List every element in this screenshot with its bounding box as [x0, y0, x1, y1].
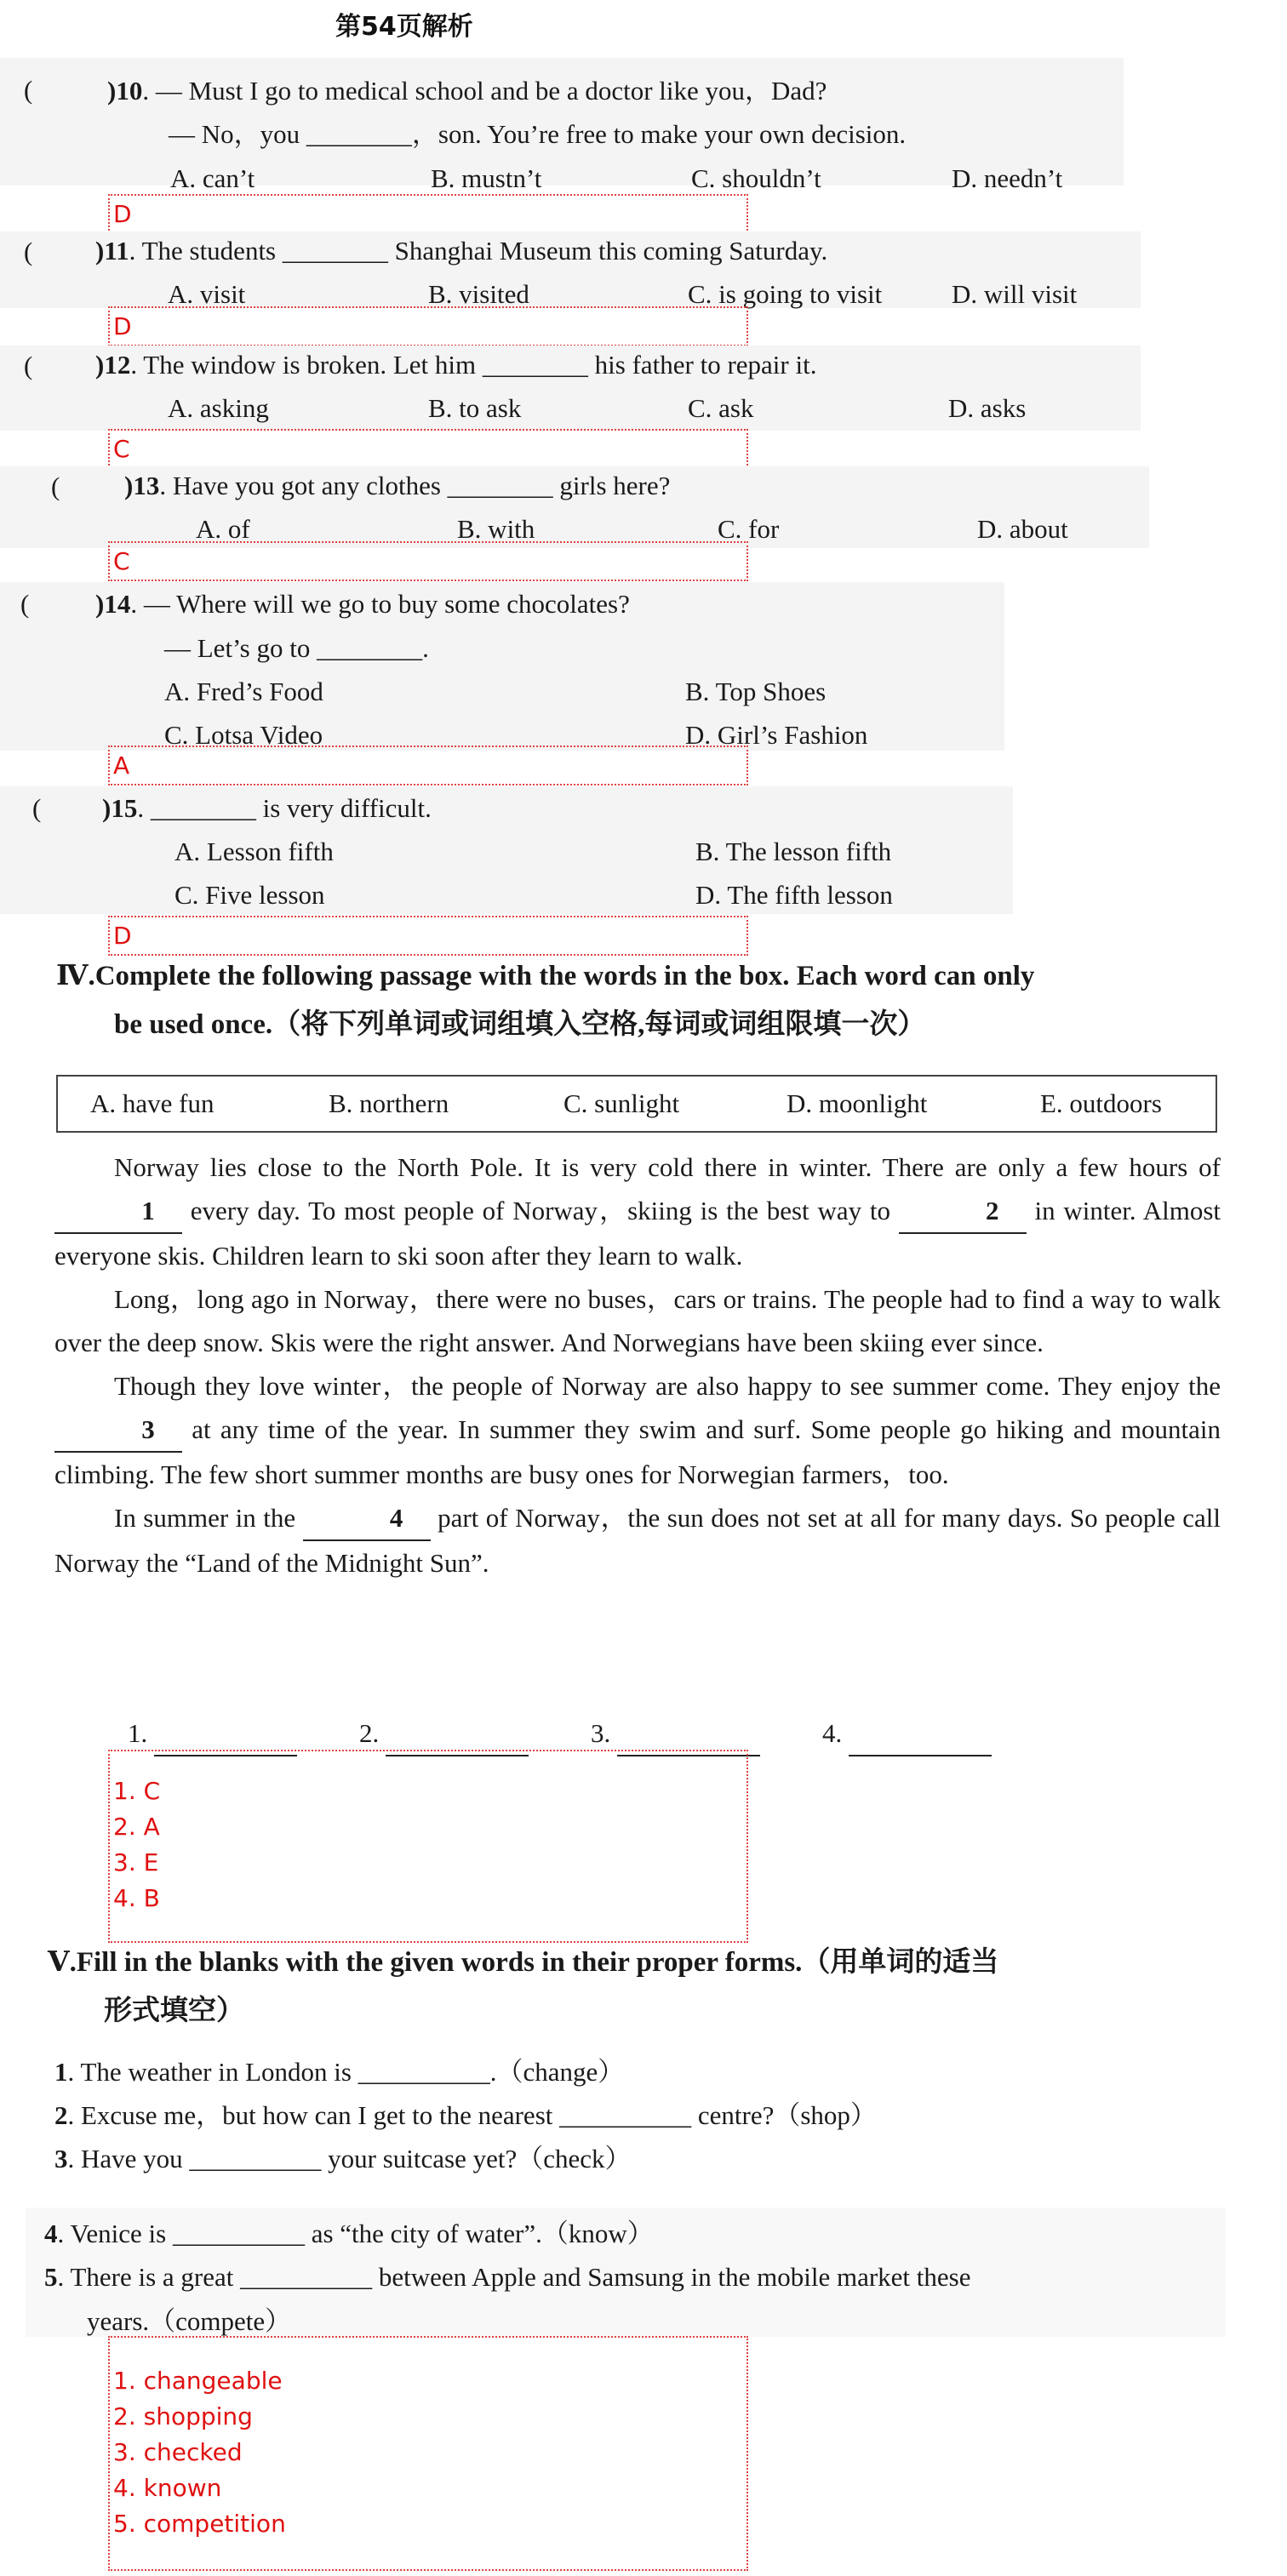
answer-line-5: 5. competition [113, 2510, 286, 2538]
word-option: B. northern [329, 1088, 449, 1118]
blank-label: 3. [591, 1718, 611, 1748]
item-text: . Excuse me，but how can I get to the nearest __________ centre?（shop） [67, 2100, 877, 2130]
option-d: D. will visit [952, 279, 1078, 309]
option-d: D. needn’t [952, 163, 1063, 193]
word-box [56, 1075, 1217, 1133]
passage-text: Norway lies close to the North Pole. It is very cold there in winter. There are only a few hours of [114, 1152, 1221, 1182]
word-option: D. moonlight [786, 1088, 928, 1118]
answer-box-10 [108, 194, 748, 234]
section-4-heading [56, 951, 1034, 1001]
item-number: 2 [54, 2100, 68, 2130]
section-numeral: Ⅴ. [48, 1947, 77, 1978]
word-option: C. sunlight [563, 1088, 680, 1118]
answer-line-4: 4. known [113, 2474, 222, 2502]
item-number: 1 [54, 2057, 68, 2087]
answer-box-12 [108, 429, 748, 469]
question-10-stem [107, 70, 827, 112]
question-number: )13 [124, 471, 160, 500]
fill-item-1 [54, 2051, 624, 2093]
question-13-stem [124, 465, 670, 507]
answer-line-1: 1. changeable [113, 2367, 283, 2395]
word-option: A. have fun [90, 1088, 214, 1118]
option-b: B. Top Shoes [685, 677, 827, 706]
answer-line-2: 2. shopping [113, 2402, 253, 2430]
section-5-heading [48, 1938, 998, 1987]
passage-text: part of Norway，the sun does not set at all for many days. So people call Norway the “Land of the Midnight Sun”. [54, 1503, 1221, 1578]
option-b: B. The lesson fifth [695, 837, 892, 866]
option-c: C. Five lesson [174, 880, 325, 910]
fill-item-2 [54, 2094, 877, 2137]
passage-text: Though they love winter，the people of Norway are also happy to see summer come. They enjoy the [114, 1371, 1221, 1401]
item-number: 3 [54, 2144, 68, 2173]
question-number: )15 [102, 793, 138, 823]
option-d: D. asks [948, 393, 1027, 423]
blank-label: 1. [128, 1718, 148, 1748]
answer-paren: ( [24, 75, 33, 105]
answer-text: D [113, 922, 132, 950]
option-b: B. visited [428, 279, 529, 309]
fill-item-4 [44, 2213, 654, 2255]
question-text: . Have you got any clothes ________ girls here? [159, 471, 671, 500]
question-number: )14 [95, 589, 131, 619]
blank-2: 2 [899, 1189, 1027, 1234]
question-15-stem [102, 787, 432, 830]
blank-4: 4 [303, 1496, 431, 1541]
blank-1: 1 [54, 1189, 182, 1234]
answer-line-3: 3. E [113, 1848, 159, 1876]
question-11-stem [95, 230, 827, 272]
question-number: )12 [95, 350, 131, 380]
passage-paragraph-2: Long，long ago in Norway，there were no buses，cars or trains. The people had to find a way to walk over the deep snow. Skis were the right answer. And Norwegians have been skiing ever since. [54, 1284, 1221, 1357]
option-a: A. Fred’s Food [164, 677, 323, 706]
option-b: B. with [457, 514, 535, 544]
blank-label: 4. [822, 1718, 843, 1748]
answer-paren: ( [24, 237, 33, 266]
option-a: A. can’t [170, 163, 255, 193]
option-a: A. Lesson fifth [174, 837, 334, 866]
item-text: . Venice is __________ as “the city of water”.（know） [57, 2219, 654, 2248]
answer-paren: ( [51, 471, 60, 501]
option-c: C. ask [688, 393, 754, 423]
option-c: C. is going to visit [688, 279, 883, 309]
answer-text: D [113, 200, 132, 228]
answer-box-section-5 [108, 2336, 748, 2571]
section-4-heading-line2: be used once.（将下列单词或词组填入空格,每词或词组限填一次） [114, 1009, 926, 1040]
option-a: A. of [196, 514, 250, 544]
item-text: . The weather in London is __________.（change） [67, 2057, 625, 2087]
passage [54, 1145, 1221, 1585]
answer-paren: ( [32, 793, 42, 823]
page-title: 第54页解析 [335, 12, 473, 42]
answer-line-3: 3. checked [113, 2438, 243, 2466]
answer-box-11 [108, 306, 748, 346]
item-number: 4 [44, 2219, 58, 2248]
fill-item-5 [44, 2256, 970, 2299]
question-text: . ________ is very difficult. [137, 793, 432, 823]
question-14-line2: — Let’s go to ________. [164, 633, 429, 663]
question-10-line2: — No，you ________，son. You’re free to make your own decision. [169, 119, 907, 149]
answer-text: C [113, 435, 130, 463]
answer-blanks-row [822, 1712, 992, 1756]
answer-box-14 [108, 745, 748, 785]
answer-line [849, 1712, 992, 1756]
option-c: C. shouldn’t [691, 163, 821, 193]
option-b: B. mustn’t [431, 163, 542, 193]
question-12-stem [95, 344, 816, 386]
section-heading-line1: Fill in the blanks with the given words in their proper forms.（用单词的适当 [76, 1947, 999, 1978]
option-d: D. Girl’s Fashion [685, 720, 868, 750]
option-c: C. Lotsa Video [164, 720, 323, 750]
section-numeral: Ⅳ. [56, 961, 95, 991]
question-number: )11 [95, 236, 129, 266]
option-c: C. for [718, 514, 780, 544]
option-d: D. about [977, 514, 1068, 544]
answer-paren: ( [24, 351, 33, 380]
blank-label: 2. [359, 1718, 380, 1748]
question-14-stem [95, 583, 630, 625]
answer-text: A [113, 751, 130, 780]
question-number: )10 [107, 76, 143, 106]
blank-3: 3 [54, 1408, 182, 1453]
question-text: . The window is broken. Let him ________ his father to repair it. [130, 350, 817, 380]
item-number: 5 [44, 2262, 58, 2292]
answer-text: C [113, 547, 130, 575]
passage-text: every day. To most people of Norway，skiing is the best way to [182, 1196, 899, 1225]
word-option: E. outdoors [1040, 1088, 1162, 1118]
answer-text: D [113, 312, 132, 340]
answer-line-2: 2. A [113, 1813, 160, 1841]
passage-text: In summer in the [114, 1503, 303, 1533]
fill-item-3 [54, 2138, 632, 2180]
option-a: A. visit [168, 279, 246, 309]
section-5-heading-line2: 形式填空） [104, 1996, 244, 2026]
answer-box-15 [108, 916, 748, 956]
option-a: A. asking [168, 393, 269, 423]
answer-line-4: 4. B [113, 1884, 160, 1912]
question-text: . The students ________ Shanghai Museum this coming Saturday. [129, 236, 828, 266]
option-d: D. The fifth lesson [695, 880, 893, 910]
answer-box-13 [108, 541, 748, 581]
item-text: . Have you __________ your suitcase yet?（check） [67, 2144, 632, 2173]
answer-box-section-4 [108, 1750, 748, 1943]
section-heading-line1: Complete the following passage with the words in the box. Each word can only [94, 961, 1035, 991]
question-text: . — Where will we go to buy some chocolates? [130, 589, 630, 619]
passage-text: in winter. Almost everyone skis. Children learn to ski soon after they learn to walk. [54, 1196, 1221, 1271]
fill-item-5-line2: years.（compete） [87, 2306, 292, 2336]
option-b: B. to ask [428, 393, 522, 423]
item-text: . There is a great __________ between Apple and Samsung in the mobile market these [57, 2262, 971, 2292]
passage-text: at any time of the year. In summer they swim and surf. Some people go hiking and mountain climbing. The few short summer months are busy ones for Norwegian farmers，too. [54, 1414, 1221, 1489]
answer-paren: ( [20, 589, 30, 619]
question-text: . — Must I go to medical school and be a doctor like you，Dad? [142, 76, 827, 106]
answer-line-1: 1. C [113, 1777, 161, 1805]
